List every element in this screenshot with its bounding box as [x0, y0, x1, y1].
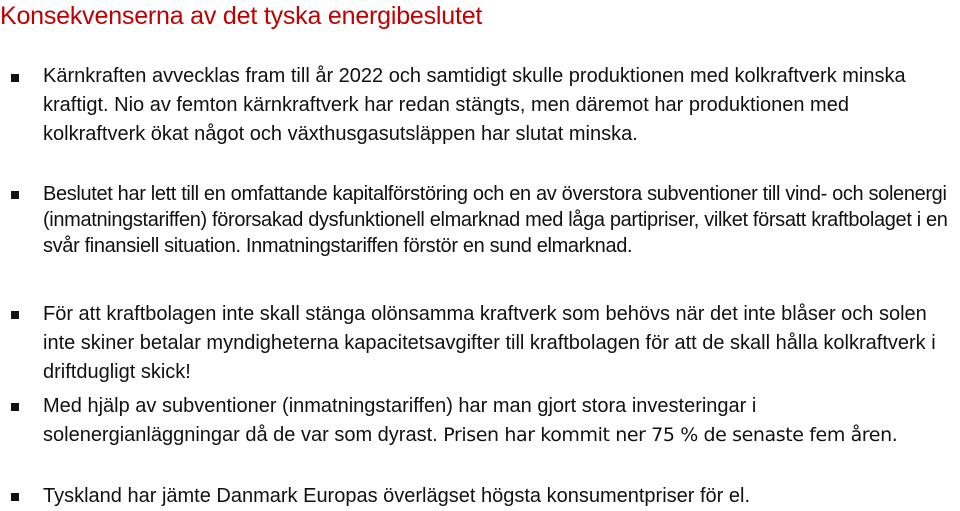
- bullet-text-container: [43, 392, 953, 450]
- square-bullet-icon: [11, 74, 19, 82]
- bullet-text: Beslutet har lett till en omfattande kapitalförstöring och en av överstora subventioner till vind- och solenergi (inmatningstariffen) förorsakad dysfunktionell elmarknad med låga partipriser, vilket försatt kraftbolaget i en svår finansiell situation. Inmatningstariffen förstör en sund elmarknad.: [43, 183, 948, 257]
- square-bullet-icon: [11, 493, 19, 501]
- bullet-emphasis-text: Prisen har kommit ner 75 % de senaste fem åren.: [443, 424, 898, 446]
- square-bullet-icon: [11, 403, 19, 411]
- square-bullet-icon: [11, 191, 19, 199]
- bullet-text: För att kraftbolagen inte skall stänga olönsamma kraftverk som behövs när det inte blåser och solen inte skiner betalar myndigheterna kapacitetsavgifter till kraftbolagen för att de skall hålla kolkraftverk i driftdugligt skick!: [43, 303, 936, 383]
- slide-title: Konsekvenserna av det tyska energibeslutet: [0, 2, 483, 30]
- bullet-text: Kärnkraften avvecklas fram till år 2022 och samtidigt skulle produktionen med kolkraftverk minska kraftigt. Nio av femton kärnkraftverk har redan stängts, men däremot har produktionen med kolkraftverk ökat något och växthusgasutsläppen har slutat minska.: [43, 65, 906, 145]
- square-bullet-icon: [11, 311, 19, 319]
- bullet-text: Tyskland har jämte Danmark Europas överlägset högsta konsumentpriser för el.: [43, 485, 751, 507]
- bullet-text: Med hjälp av subventioner (inmatningstariffen) har man gjort stora investeringar i solenergianläggningar då de var som dyrast.: [43, 395, 757, 446]
